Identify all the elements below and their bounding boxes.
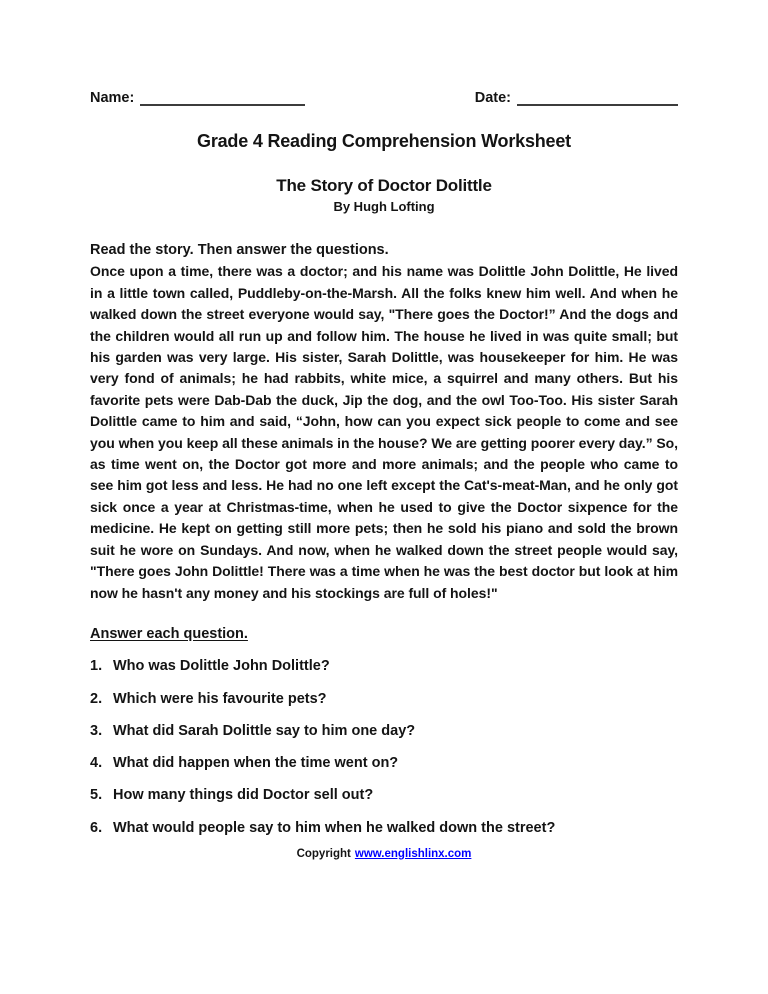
- questions-header: Answer each question.: [90, 625, 248, 642]
- story-text: Once upon a time, there was a doctor; and his name was Dolittle John Dolittle, He lived in a little town called, Puddleby-on-the-Marsh. All the folks knew him well. And when he walked down the street everyone would say, "There goes the Doctor!” And the dogs and the children would all run up and follow him. The house he lived in was quite small; but his garden was very large. His sister, Sarah Dolittle, was housekeeper for him. He was very fond of animals; he had rabbits, white mice, a squirrel and many others. But his favorite pets were Dab-Dab the duck, Jip the dog, and the owl Too-Too. His sister Sarah Dolittle came to him and said, “John, how can you expect sick people to come and see you when you keep all these animals in the house? We are getting poorer every day.” So, as time went on, the Doctor got more and more animals; and the people who came to see him got less and less. He had no one left except the Cat's-meat-Man, and he only got sick once a year at Christmas-time, when he used to give the Doctor sixpence for the medicine. He kept on getting still more pets; then he sold his piano and sold the brown suit he wore on Sundays. And now, when he walked down the street people would say, "There goes John Dolittle! There was a time when he was the best doctor but look at him now he hasn't any money and his stockings are full of holes!": [90, 263, 678, 601]
- question-text: Who was Dolittle John Dolittle?: [113, 658, 330, 675]
- question-text: What would people say to him when he walked down the street?: [113, 819, 556, 836]
- question-number: 1.: [90, 658, 103, 675]
- name-label: Name:: [90, 90, 135, 106]
- name-field: [90, 90, 305, 106]
- byline: By Hugh Lofting: [333, 199, 435, 214]
- story-title: The Story of Doctor Dolittle: [276, 176, 492, 195]
- footer: [90, 848, 678, 860]
- question-number: 4.: [90, 755, 103, 772]
- question-text: Which were his favourite pets?: [113, 690, 327, 707]
- question-text: How many things did Doctor sell out?: [113, 787, 374, 804]
- question-row-2: [90, 689, 678, 710]
- question-text: What did Sarah Dolittle say to him one day?: [113, 722, 416, 739]
- date-field: [475, 90, 678, 106]
- copyright-link[interactable]: www.englishlinx.com: [354, 847, 472, 860]
- worksheet-title: Grade 4 Reading Comprehension Worksheet: [197, 131, 571, 151]
- date-label: Date:: [474, 90, 511, 106]
- question-text: What did happen when the time went on?: [113, 755, 399, 772]
- question-number: 5.: [90, 787, 103, 804]
- name-date-row: [90, 90, 678, 106]
- question-row-3: [90, 721, 678, 742]
- instructions: Read the story. Then answer the questions.: [90, 242, 389, 258]
- question-row-6: [90, 818, 678, 839]
- date-blank-line: [517, 90, 678, 106]
- question-row-4: [90, 753, 678, 774]
- question-number: 6.: [90, 819, 103, 836]
- name-blank-line: [140, 90, 305, 106]
- question-number: 3.: [90, 722, 103, 739]
- question-row-1: [90, 656, 678, 677]
- question-number: 2.: [90, 690, 103, 707]
- question-row-5: [90, 785, 678, 806]
- copyright-label: Copyright: [296, 847, 351, 860]
